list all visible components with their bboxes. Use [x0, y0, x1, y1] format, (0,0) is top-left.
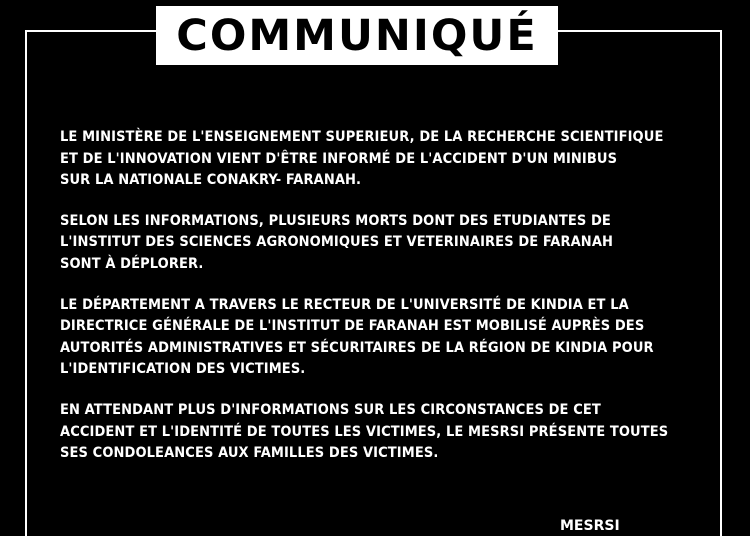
title-banner	[156, 6, 558, 65]
paragraph-3	[60, 295, 720, 381]
text-line: EN ATTENDANT PLUS D'INFORMATIONS SUR LES CIRCONSTANCES DE CET	[60, 401, 601, 418]
text-line: LE DÉPARTEMENT A TRAVERS LE RECTEUR DE L'UNIVERSITÉ DE KINDIA ET LA	[60, 296, 629, 313]
text-line: SES CONDOLEANCES AUX FAMILLES DES VICTIMES.	[60, 445, 439, 462]
text-line: ET DE L'INNOVATION VIENT D'ÊTRE INFORMÉ DE L'ACCIDENT D'UN MINIBUS	[60, 150, 618, 167]
text-line: AUTORITÉS ADMINISTRATIVES ET SÉCURITAIRES DE LA RÉGION DE KINDIA POUR	[60, 339, 654, 356]
signature: MESRSI	[560, 518, 620, 534]
text-line: L'IDENTIFICATION DES VICTIMES.	[60, 361, 306, 378]
paragraph-1	[60, 127, 720, 192]
text-line: ACCIDENT ET L'IDENTITÉ DE TOUTES LES VICTIMES, LE MESRSI PRÉSENTE TOUTES	[60, 423, 669, 440]
text-line: L'INSTITUT DES SCIENCES AGRONOMIQUES ET VETERINAIRES DE FARANAH	[60, 234, 614, 251]
paragraph-4	[60, 400, 720, 465]
page-title: COMMUNIQUÉ	[176, 11, 538, 61]
text-line: SUR LA NATIONALE CONAKRY- FARANAH.	[60, 172, 362, 189]
communique-body	[60, 127, 720, 484]
paragraph-2	[60, 211, 720, 276]
text-line: DIRECTRICE GÉNÉRALE DE L'INSTITUT DE FARANAH EST MOBILISÉ AUPRÈS DES	[60, 318, 645, 335]
text-line: LE MINISTÈRE DE L'ENSEIGNEMENT SUPERIEUR, DE LA RECHERCHE SCIENTIFIQUE	[60, 129, 664, 145]
text-line: SONT À DÉPLORER.	[60, 255, 204, 272]
text-line: SELON LES INFORMATIONS, PLUSIEURS MORTS DONT DES ETUDIANTES DE	[60, 212, 611, 229]
